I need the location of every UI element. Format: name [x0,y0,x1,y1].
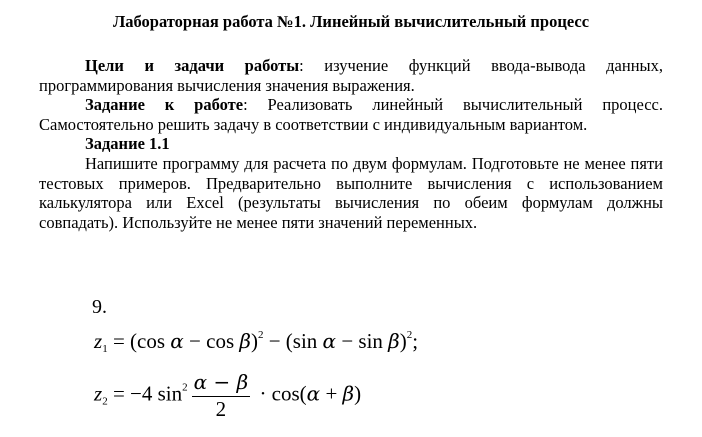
goals-label: Цели и задачи работы [85,56,300,75]
formula1-minus3: − sin [336,329,389,353]
formula2-plus: + [320,381,343,406]
formula1-sub: 1 [102,343,108,355]
formula1-eq: = (cos [107,329,171,353]
formula-z2 [94,370,361,421]
assignment-text: : Реализовать линейный вычислительный процесс. Самостоятельно решить задачу в соответствии с индивидуальным вариантом. [39,95,663,134]
variant-number: 9. [92,296,107,318]
formula2-eq: = −4 sin [107,381,183,406]
formula2-numerator: α − β [192,370,251,397]
formula1-exp2: 2 [406,329,413,341]
formula2-rest: · cos( [254,381,307,406]
formula1-exp: 2 [257,329,264,341]
goals-text: : изучение функций ввода-вывода данных, программирования вычисления значения выражения. [39,56,663,95]
formula2-sub: 2 [102,395,108,408]
formula2-close: ) [354,381,362,406]
formula2-var: z [94,381,103,406]
formula1-beta2: β [388,329,400,353]
assignment-paragraph [39,95,663,134]
formula2-beta: β [342,381,355,406]
formula1-close: ) [250,329,258,353]
formula1-beta: β [239,329,251,353]
document-title: Лабораторная работа №1. Линейный вычислительный процесс [112,12,590,31]
formula1-end: ; [412,329,419,353]
formula2-alpha: α [306,381,321,406]
document-body [39,56,663,232]
formula-z1 [94,329,418,355]
formula1-minus1: − cos [183,329,240,353]
formula1-minus2: − (sin [263,329,323,353]
task-heading: Задание 1.1 [85,134,170,154]
task-text: Напишите программу для расчета по двум формулам. Подготовьте не менее пяти тестовых примеров. Предварительно выполните вычисления с использованием калькулятора или Excel (результаты вычисления по обеим формулам должны совпадать). Используйте не менее пяти значений переменных. [39,153,663,232]
formula2-fraction [192,370,251,421]
formula1-close2: ) [399,329,407,353]
goals-paragraph [39,56,663,95]
formula1-var: z [94,329,103,353]
formula1-alpha2: α [322,329,337,353]
formula2-denominator: 2 [215,397,227,421]
formula2-exp: 2 [182,381,188,394]
formula1-alpha: α [170,329,184,353]
assignment-label: Задание к работе [85,95,244,115]
